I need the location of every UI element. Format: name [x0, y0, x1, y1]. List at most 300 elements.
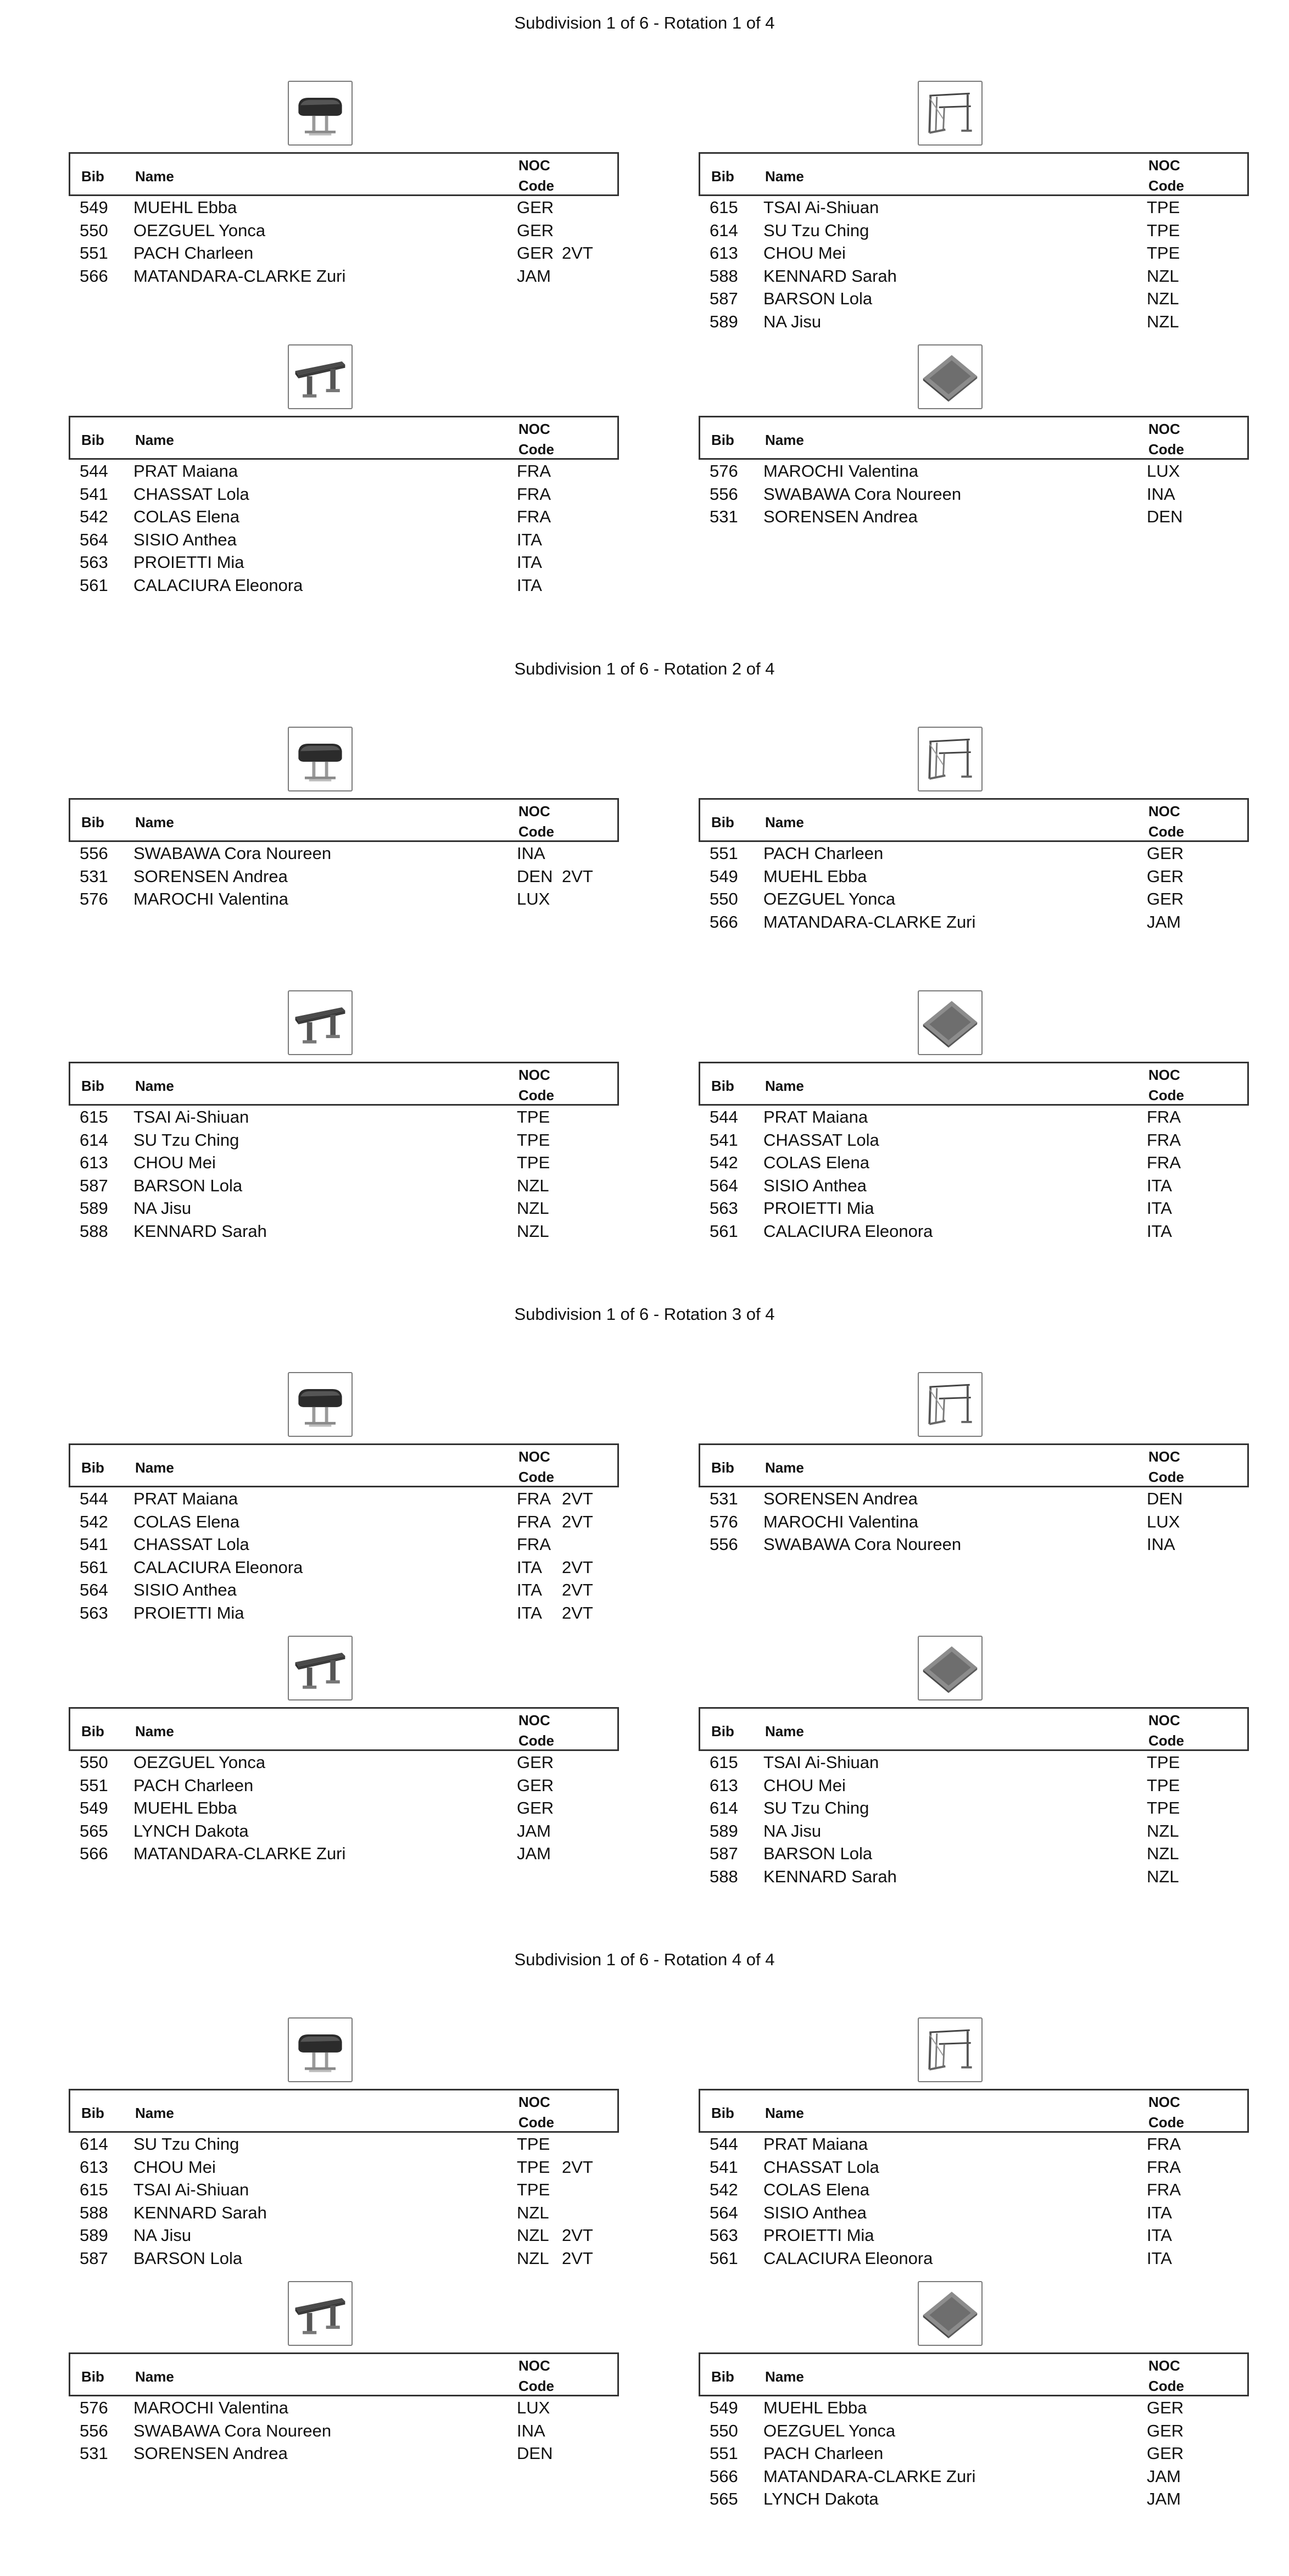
apparatus-block	[699, 1372, 1249, 1615]
header-noc-code: NOC Code	[1148, 1448, 1184, 1485]
athlete-name: SU Tzu Ching	[133, 1130, 239, 1150]
athlete-list	[699, 1487, 1249, 1556]
athlete-bib: 556	[80, 2421, 108, 2440]
athlete-bib: 614	[80, 2134, 108, 2154]
header-bib: Bib	[81, 1078, 104, 1094]
header-noc-code: NOC Code	[518, 1448, 554, 1485]
athlete-bib: 587	[710, 1844, 738, 1863]
uneven-bars-icon	[918, 1372, 983, 1437]
athlete-noc: FRA	[1147, 2157, 1181, 2177]
athlete-noc: ITA	[517, 575, 542, 595]
table-header	[69, 2089, 619, 2133]
athlete-name: COLAS Elena	[133, 507, 239, 526]
athlete-noc: DEN	[1147, 507, 1183, 526]
athlete-list	[69, 1751, 619, 1865]
athlete-row	[699, 2156, 1249, 2179]
athlete-name: TSAI Ai-Shiuan	[133, 1107, 249, 1127]
header-bib: Bib	[711, 1723, 734, 1739]
floor-exercise-icon	[918, 2281, 983, 2346]
athlete-row	[69, 460, 619, 483]
athlete-name: CHASSAT Lola	[133, 1535, 249, 1554]
athlete-noc: GER	[1147, 889, 1184, 908]
athlete-note: 2VT	[562, 866, 593, 886]
athlete-bib: 541	[710, 1130, 738, 1150]
table-header	[69, 152, 619, 196]
athlete-noc: ITA	[1147, 1175, 1172, 1195]
athlete-name: SORENSEN Andrea	[133, 2444, 288, 2463]
athlete-row	[69, 1197, 619, 1220]
athlete-row	[69, 1174, 619, 1197]
athlete-bib: 563	[80, 553, 108, 572]
athlete-row	[699, 242, 1249, 265]
athlete-name: NA Jisu	[133, 2226, 192, 2245]
athlete-row	[69, 1774, 619, 1797]
uneven-bars-icon	[918, 2017, 983, 2082]
floor-exercise-icon	[918, 990, 983, 1055]
athlete-row	[69, 1151, 619, 1174]
header-noc-code: NOC Code	[1148, 1067, 1184, 1103]
athlete-bib: 588	[710, 1866, 738, 1886]
athlete-noc: DEN	[517, 866, 553, 886]
athlete-note: 2VT	[562, 2226, 593, 2245]
header-name: Name	[135, 814, 174, 830]
athlete-name: CALACIURA Eleonora	[133, 1557, 303, 1577]
header-name: Name	[135, 2368, 174, 2385]
athlete-row	[69, 2396, 619, 2419]
athlete-noc: ITA	[1147, 1221, 1172, 1241]
athlete-row	[69, 574, 619, 597]
athlete-bib: 556	[80, 844, 108, 863]
header-bib: Bib	[711, 1078, 734, 1094]
apparatus-block	[699, 990, 1249, 1241]
athlete-row	[699, 505, 1249, 528]
athlete-note: 2VT	[562, 1603, 593, 1622]
athlete-bib: 587	[80, 1175, 108, 1195]
athlete-row	[699, 2247, 1249, 2270]
athlete-list	[699, 1106, 1249, 1242]
header-name: Name	[765, 168, 804, 185]
athlete-noc: NZL	[517, 2226, 549, 2245]
athlete-note: 2VT	[562, 2157, 593, 2177]
athlete-bib: 551	[80, 243, 108, 263]
athlete-row	[699, 287, 1249, 310]
athlete-noc: NZL	[517, 1221, 549, 1241]
athlete-noc: DEN	[517, 2444, 553, 2463]
athlete-name: TSAI Ai-Shiuan	[763, 198, 879, 217]
athlete-name: PROIETTI Mia	[133, 1603, 244, 1622]
header-bib: Bib	[711, 432, 734, 448]
athlete-name: CHOU Mei	[763, 243, 846, 263]
athlete-row	[69, 483, 619, 506]
header-bib: Bib	[81, 168, 104, 185]
athlete-row	[69, 265, 619, 288]
athlete-row	[699, 2201, 1249, 2224]
athlete-name: PROIETTI Mia	[763, 2226, 874, 2245]
athlete-bib: 550	[710, 889, 738, 908]
athlete-bib: 613	[80, 1153, 108, 1172]
header-bib: Bib	[711, 168, 734, 185]
athlete-row	[699, 865, 1249, 888]
athlete-noc: JAM	[517, 1844, 551, 1863]
athlete-row	[69, 1129, 619, 1152]
athlete-noc: INA	[517, 2421, 545, 2440]
athlete-name: LYNCH Dakota	[763, 2489, 879, 2508]
athlete-note: 2VT	[562, 1557, 593, 1577]
athlete-noc: NZL	[517, 1175, 549, 1195]
athlete-bib: 549	[710, 2398, 738, 2417]
athlete-row	[69, 2442, 619, 2465]
athlete-row	[69, 2201, 619, 2224]
athlete-noc: GER	[1147, 2444, 1184, 2463]
athlete-bib: 542	[80, 507, 108, 526]
athlete-name: BARSON Lola	[763, 289, 873, 308]
apparatus-block	[69, 2281, 619, 2524]
athlete-name: BARSON Lola	[763, 1844, 873, 1863]
athlete-name: MATANDARA-CLARKE Zuri	[133, 266, 346, 286]
athlete-bib: 615	[80, 2180, 108, 2199]
header-bib: Bib	[81, 1459, 104, 1476]
athlete-row	[69, 1579, 619, 1602]
athlete-bib: 542	[80, 1512, 108, 1531]
athlete-noc: TPE	[517, 1107, 550, 1127]
athlete-row	[699, 2419, 1249, 2443]
header-noc-code: NOC Code	[1148, 2357, 1184, 2394]
athlete-bib: 544	[710, 1107, 738, 1127]
athlete-list	[69, 460, 619, 596]
pommel-horse-icon	[288, 81, 353, 146]
athlete-name: MAROCHI Valentina	[133, 2398, 288, 2417]
athlete-row	[69, 1751, 619, 1774]
header-noc-code: NOC Code	[1148, 803, 1184, 840]
athlete-row	[699, 310, 1249, 333]
athlete-bib: 561	[80, 1557, 108, 1577]
athlete-bib: 588	[710, 266, 738, 286]
athlete-row	[69, 1820, 619, 1843]
athlete-row	[69, 551, 619, 574]
athlete-name: SISIO Anthea	[133, 529, 237, 549]
athlete-noc: NZL	[1147, 311, 1179, 331]
header-noc-code: NOC Code	[518, 1712, 554, 1749]
athlete-name: SISIO Anthea	[133, 1580, 237, 1599]
athlete-bib: 588	[80, 2203, 108, 2222]
athlete-bib: 542	[710, 2180, 738, 2199]
athlete-name: BARSON Lola	[133, 1175, 243, 1195]
athlete-noc: TPE	[517, 2157, 550, 2177]
athlete-bib: 576	[710, 461, 738, 481]
athlete-row	[69, 1533, 619, 1556]
athlete-bib: 541	[80, 484, 108, 504]
athlete-list	[69, 1106, 619, 1242]
athlete-name: CHASSAT Lola	[763, 2157, 879, 2177]
athlete-noc: GER	[1147, 2421, 1184, 2440]
athlete-noc: NZL	[1147, 289, 1179, 308]
athlete-name: OEZGUEL Yonca	[763, 889, 896, 908]
athlete-row	[699, 1751, 1249, 1774]
athlete-row	[69, 1106, 619, 1129]
athlete-name: CHOU Mei	[133, 2157, 216, 2177]
athlete-bib: 561	[710, 1221, 738, 1241]
header-name: Name	[765, 1459, 804, 1476]
athlete-row	[69, 1797, 619, 1820]
athlete-row	[69, 219, 619, 242]
athlete-noc: TPE	[1147, 243, 1180, 263]
athlete-row	[699, 219, 1249, 242]
athlete-list	[699, 196, 1249, 333]
athlete-bib: 566	[80, 1844, 108, 1863]
athlete-bib: 576	[80, 2398, 108, 2417]
athlete-bib: 564	[710, 1175, 738, 1195]
table-header	[69, 1443, 619, 1487]
pommel-horse-icon	[288, 1372, 353, 1437]
athlete-noc: ITA	[517, 1580, 542, 1599]
athlete-name: OEZGUEL Yonca	[763, 2421, 896, 2440]
athlete-bib: 541	[710, 2157, 738, 2177]
floor-exercise-icon	[918, 1636, 983, 1700]
athlete-row	[699, 1487, 1249, 1510]
header-bib: Bib	[81, 1723, 104, 1739]
athlete-noc: TPE	[517, 1130, 550, 1150]
athlete-name: SU Tzu Ching	[763, 220, 869, 240]
athlete-bib: 541	[80, 1535, 108, 1554]
athlete-bib: 565	[710, 2489, 738, 2508]
header-name: Name	[765, 432, 804, 448]
athlete-noc: FRA	[517, 484, 551, 504]
athlete-name: COLAS Elena	[133, 1512, 239, 1531]
athlete-noc: LUX	[517, 889, 550, 908]
athlete-name: NA Jisu	[763, 1821, 822, 1841]
athlete-noc: FRA	[517, 461, 551, 481]
athlete-name: CHOU Mei	[133, 1153, 216, 1172]
athlete-bib: 589	[80, 2226, 108, 2245]
athlete-bib: 550	[80, 1753, 108, 1772]
athlete-row	[69, 2133, 619, 2156]
athlete-noc: JAM	[1147, 2466, 1181, 2486]
athlete-list	[699, 1751, 1249, 1888]
athlete-noc: FRA	[517, 1512, 551, 1531]
athlete-noc: FRA	[517, 507, 551, 526]
athlete-name: OEZGUEL Yonca	[133, 220, 266, 240]
athlete-name: PACH Charleen	[763, 2444, 884, 2463]
header-noc-code: NOC Code	[518, 421, 554, 458]
athlete-bib: 566	[710, 912, 738, 932]
table-header	[699, 2089, 1249, 2133]
athlete-name: KENNARD Sarah	[133, 1221, 267, 1241]
athlete-row	[69, 1556, 619, 1579]
athlete-row	[69, 2419, 619, 2443]
apparatus-block	[699, 2017, 1249, 2268]
athlete-bib: 613	[710, 243, 738, 263]
athlete-bib: 589	[710, 1821, 738, 1841]
header-name: Name	[765, 1723, 804, 1739]
athlete-row	[699, 460, 1249, 483]
athlete-bib: 615	[710, 198, 738, 217]
athlete-row	[69, 842, 619, 865]
athlete-name: PRAT Maiana	[133, 1489, 238, 1508]
athlete-bib: 576	[80, 889, 108, 908]
athlete-row	[699, 2442, 1249, 2465]
athlete-row	[699, 1820, 1249, 1843]
athlete-name: SU Tzu Ching	[133, 2134, 239, 2154]
balance-beam-icon	[288, 2281, 353, 2346]
athlete-bib: 542	[710, 1153, 738, 1172]
athlete-bib: 563	[710, 2226, 738, 2245]
athlete-name: PACH Charleen	[763, 844, 884, 863]
balance-beam-icon	[288, 1636, 353, 1700]
pommel-horse-icon	[288, 727, 353, 791]
athlete-bib: 588	[80, 1221, 108, 1241]
athlete-list	[69, 1487, 619, 1624]
athlete-row	[69, 242, 619, 265]
athlete-row	[69, 1842, 619, 1865]
athlete-bib: 564	[80, 529, 108, 549]
athlete-noc: GER	[517, 220, 554, 240]
table-header	[69, 1062, 619, 1106]
apparatus-block	[69, 81, 619, 324]
athlete-noc: FRA	[1147, 1107, 1181, 1127]
rotation-title: Subdivision 1 of 6 - Rotation 2 of 4	[514, 659, 775, 678]
apparatus-block	[699, 81, 1249, 331]
header-bib: Bib	[81, 432, 104, 448]
header-bib: Bib	[711, 1459, 734, 1476]
header-noc-code: NOC Code	[1148, 1712, 1184, 1749]
rotation-title: Subdivision 1 of 6 - Rotation 1 of 4	[514, 13, 775, 32]
athlete-list	[69, 2396, 619, 2465]
athlete-bib: 551	[710, 2444, 738, 2463]
athlete-noc: INA	[1147, 1535, 1175, 1554]
athlete-list	[69, 842, 619, 911]
apparatus-block	[69, 2017, 619, 2268]
apparatus-block	[69, 1636, 619, 1878]
athlete-name: MUEHL Ebba	[763, 2398, 867, 2417]
athlete-name: KENNARD Sarah	[133, 2203, 267, 2222]
athlete-noc: ITA	[517, 1557, 542, 1577]
athlete-name: CHASSAT Lola	[133, 484, 249, 504]
table-header	[69, 416, 619, 460]
athlete-bib: 531	[710, 507, 738, 526]
athlete-bib: 565	[80, 1821, 108, 1841]
athlete-noc: GER	[1147, 2398, 1184, 2417]
header-bib: Bib	[711, 2368, 734, 2385]
athlete-name: NA Jisu	[133, 1198, 192, 1218]
header-name: Name	[135, 432, 174, 448]
athlete-noc: ITA	[1147, 2226, 1172, 2245]
header-name: Name	[135, 1459, 174, 1476]
apparatus-block	[699, 344, 1249, 587]
balance-beam-icon	[288, 990, 353, 1055]
athlete-name: KENNARD Sarah	[763, 266, 897, 286]
athlete-name: SWABAWA Cora Noureen	[763, 484, 962, 504]
athlete-noc: ITA	[517, 1603, 542, 1622]
athlete-list	[699, 460, 1249, 528]
athlete-noc: TPE	[517, 2180, 550, 2199]
athlete-noc: FRA	[517, 1535, 551, 1554]
athlete-bib: 531	[80, 2444, 108, 2463]
athlete-row	[699, 2465, 1249, 2488]
athlete-bib: 566	[80, 266, 108, 286]
header-noc-code: NOC Code	[518, 2357, 554, 2394]
athlete-row	[699, 842, 1249, 865]
athlete-row	[69, 2178, 619, 2201]
athlete-name: SISIO Anthea	[763, 1175, 867, 1195]
athlete-name: MATANDARA-CLARKE Zuri	[763, 912, 976, 932]
header-noc-code: NOC Code	[518, 803, 554, 840]
athlete-name: PACH Charleen	[133, 243, 254, 263]
header-name: Name	[765, 1078, 804, 1094]
table-header	[699, 1443, 1249, 1487]
header-name: Name	[135, 1723, 174, 1739]
athlete-noc: FRA	[1147, 2180, 1181, 2199]
athlete-name: PROIETTI Mia	[133, 553, 244, 572]
athlete-row	[69, 1220, 619, 1243]
header-noc-code: NOC Code	[518, 2094, 554, 2131]
floor-exercise-icon	[918, 344, 983, 409]
athlete-noc: NZL	[517, 2248, 549, 2268]
athlete-bib: 561	[710, 2248, 738, 2268]
athlete-name: KENNARD Sarah	[763, 1866, 897, 1886]
header-name: Name	[765, 2368, 804, 2385]
athlete-row	[69, 865, 619, 888]
athlete-noc: NZL	[517, 2203, 549, 2222]
athlete-row	[69, 2156, 619, 2179]
rotation-title: Subdivision 1 of 6 - Rotation 4 of 4	[514, 1950, 775, 1969]
athlete-name: LYNCH Dakota	[133, 1821, 249, 1841]
athlete-name: CHASSAT Lola	[763, 1130, 879, 1150]
athlete-noc: TPE	[1147, 198, 1180, 217]
athlete-noc: NZL	[1147, 1844, 1179, 1863]
athlete-name: SISIO Anthea	[763, 2203, 867, 2222]
athlete-noc: GER	[517, 1798, 554, 1817]
header-bib: Bib	[81, 2105, 104, 2121]
uneven-bars-icon	[918, 81, 983, 146]
athlete-row	[699, 2133, 1249, 2156]
athlete-row	[69, 1510, 619, 1534]
athlete-row	[699, 1151, 1249, 1174]
athlete-bib: 587	[710, 289, 738, 308]
athlete-bib: 613	[710, 1775, 738, 1795]
athlete-bib: 589	[80, 1198, 108, 1218]
athlete-bib: 563	[710, 1198, 738, 1218]
athlete-bib: 549	[80, 1798, 108, 1817]
athlete-noc: GER	[1147, 866, 1184, 886]
athlete-noc: JAM	[1147, 912, 1181, 932]
athlete-noc: JAM	[1147, 2489, 1181, 2508]
athlete-row	[69, 1602, 619, 1625]
athlete-name: TSAI Ai-Shiuan	[133, 2180, 249, 2199]
athlete-noc: FRA	[517, 1489, 551, 1508]
athlete-name: BARSON Lola	[133, 2248, 243, 2268]
athlete-row	[699, 1197, 1249, 1220]
athlete-name: PRAT Maiana	[133, 461, 238, 481]
header-bib: Bib	[711, 814, 734, 830]
athlete-name: NA Jisu	[763, 311, 822, 331]
athlete-noc: GER	[517, 1753, 554, 1772]
athlete-row	[699, 2178, 1249, 2201]
athlete-bib: 614	[80, 1130, 108, 1150]
athlete-name: PRAT Maiana	[763, 1107, 868, 1127]
athlete-noc: NZL	[1147, 1821, 1179, 1841]
athlete-bib: 576	[710, 1512, 738, 1531]
athlete-bib: 551	[710, 844, 738, 863]
athlete-bib: 556	[710, 484, 738, 504]
athlete-row	[699, 1510, 1249, 1534]
athlete-bib: 561	[80, 575, 108, 595]
athlete-bib: 549	[80, 198, 108, 217]
athlete-bib: 544	[710, 2134, 738, 2154]
athlete-noc: LUX	[517, 2398, 550, 2417]
athlete-row	[699, 1774, 1249, 1797]
athlete-bib: 614	[710, 1798, 738, 1817]
header-name: Name	[765, 814, 804, 830]
